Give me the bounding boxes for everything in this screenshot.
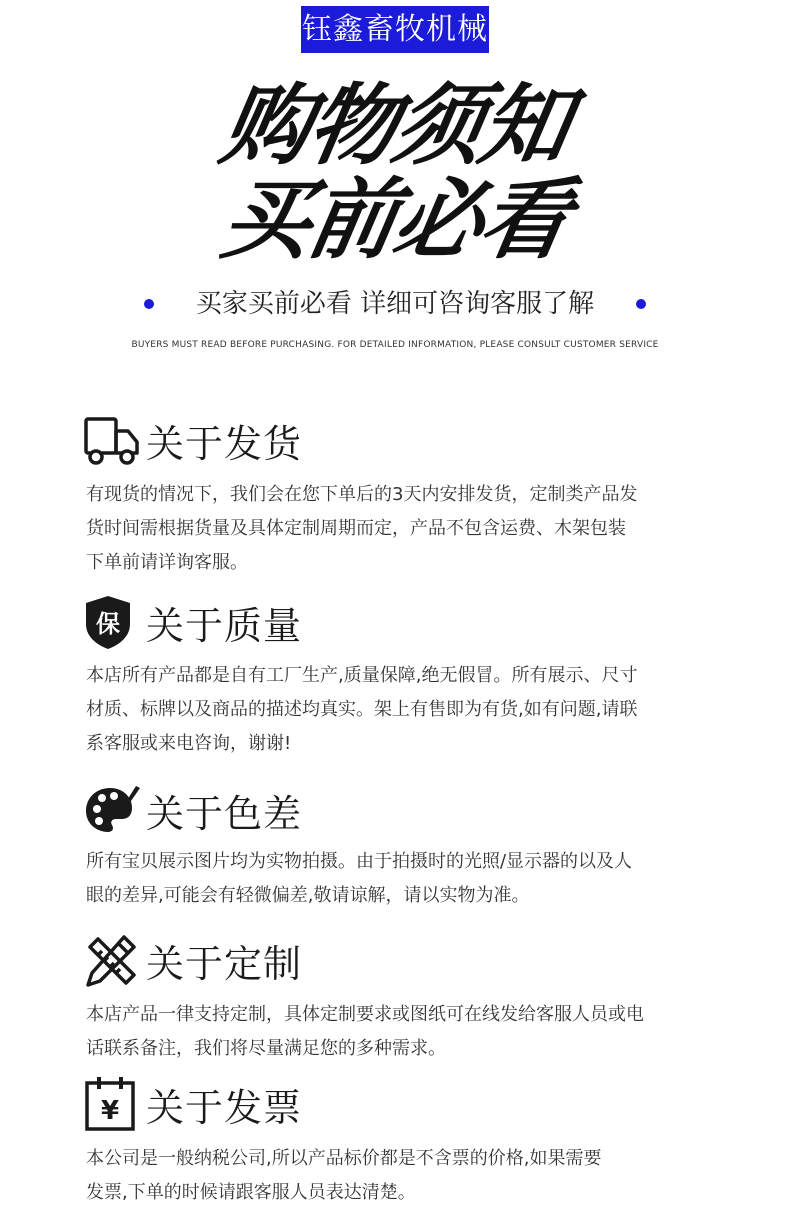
section-invoice-text <box>86 1142 726 1210</box>
section-title: 关于色差 <box>146 791 303 836</box>
text-line: 本公司是一般纳税公司,所以产品标价都是不含票的价格,如果需要 <box>86 1148 602 1169</box>
text-line: 下单前请详询客服。 <box>86 552 248 573</box>
section-color-text <box>86 845 726 913</box>
text-line: 话联系备注，我们将尽量满足您的多种需求。 <box>86 1038 446 1059</box>
section-custom-header <box>84 932 302 988</box>
bullet-dot-left <box>144 299 154 309</box>
text-line: 系客服或来电咨询，谢谢! <box>86 733 292 754</box>
tagline-row <box>0 284 790 324</box>
section-quality-header <box>84 594 302 650</box>
text-line: 材质、标牌以及商品的描述均真实。架上有售即为有货,如有问题,请联 <box>86 699 638 720</box>
section-title: 关于质量 <box>146 603 303 648</box>
text-line: 所有宝贝展示图片均为实物拍摄。由于拍摄时的光照/显示器的以及人 <box>86 851 633 872</box>
pencil-ruler-icon <box>84 932 142 988</box>
subtitle-english: BUYERS MUST READ BEFORE PURCHASING. FOR DETAILED INFORMATION, PLEASE CONSULT CUSTOMER SERVICE <box>131 340 659 350</box>
section-color-header <box>84 782 302 838</box>
shield-icon-text: 保 <box>96 610 120 638</box>
bullet-dot-right <box>636 299 646 309</box>
invoice-icon <box>84 1076 142 1132</box>
headline-line-1: 购物须知 <box>213 74 577 177</box>
section-title: 关于发货 <box>146 421 303 466</box>
section-custom-text <box>86 998 726 1066</box>
text-line: 货时间需根据货量及具体定制周期而定，产品不包含运费、木架包装 <box>86 518 626 539</box>
section-quality-text <box>86 659 726 761</box>
tagline: 买家买前必看 详细可咨询客服了解 <box>195 289 595 319</box>
text-line: 本店所有产品都是自有工厂生产,质量保障,绝无假冒。所有展示、尺寸 <box>86 665 638 686</box>
text-line: 发票,下单的时候请跟客服人员表达清楚。 <box>86 1182 416 1203</box>
section-shipping-text <box>86 478 726 580</box>
section-title: 关于发票 <box>146 1085 303 1130</box>
section-invoice-header <box>84 1076 302 1132</box>
text-line: 本店产品一律支持定制，具体定制要求或图纸可在线发给客服人员或电 <box>86 1004 644 1025</box>
shield-icon <box>84 594 142 650</box>
section-shipping-header <box>84 412 302 468</box>
brand-badge: 钰鑫畜牧机械 <box>301 6 489 53</box>
palette-icon <box>84 782 142 838</box>
text-line: 眼的差异,可能会有轻微偏差,敬请谅解，请以实物为准。 <box>86 885 530 906</box>
truck-icon <box>84 412 142 468</box>
text-line: 有现货的情况下，我们会在您下单后的3天内安排发货，定制类产品发 <box>86 484 638 505</box>
invoice-icon-text: ¥ <box>100 1096 120 1126</box>
headline-line-2: 买前必看 <box>213 168 577 271</box>
section-title: 关于定制 <box>146 941 303 986</box>
